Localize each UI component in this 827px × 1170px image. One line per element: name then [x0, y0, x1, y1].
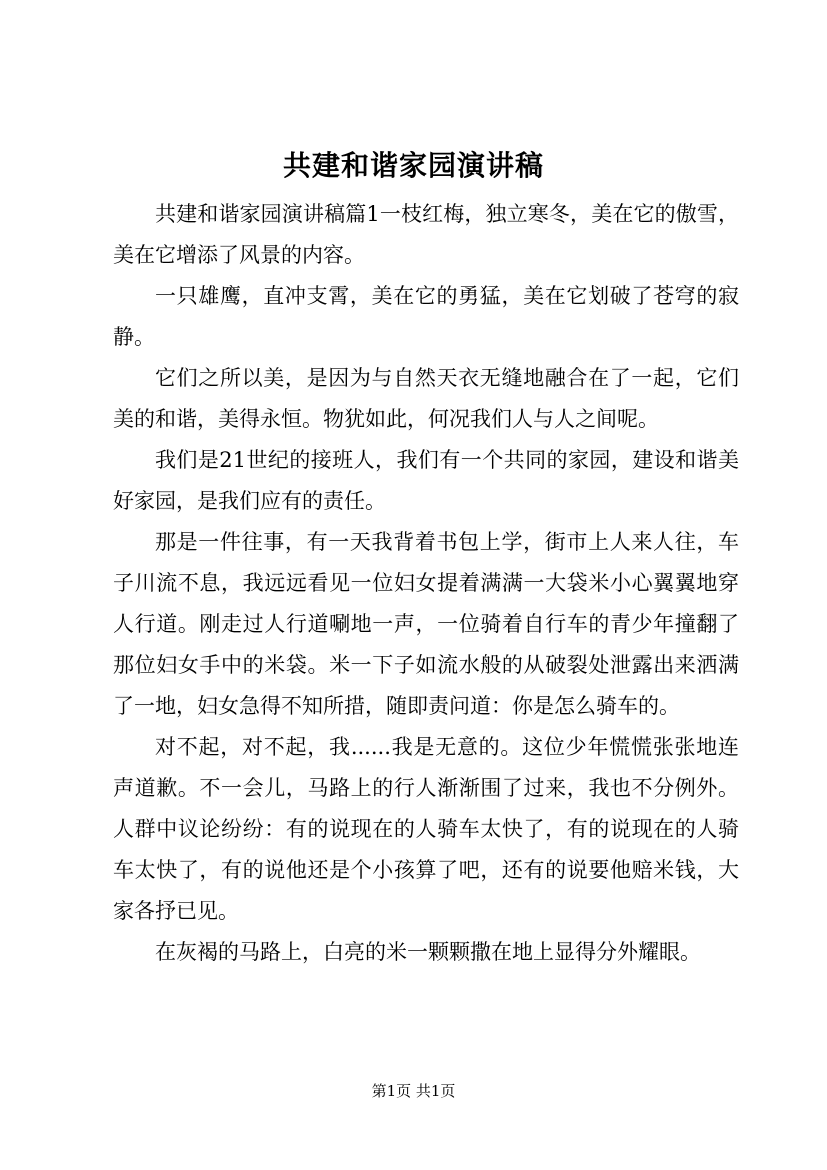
- paragraph: 那是一件往事，有一天我背着书包上学，街市上人来人往，车子川流不息，我远远看见一位妇女提着满满一大袋米小心翼翼地穿人行道。刚走过人行道唰地一声，一位骑着自行车的青少年撞翻了那位妇女手中的米袋。米一下子如流水般的从破裂处泄露出来洒满了一地，妇女急得不知所措，随即责问道：你是怎么骑车的。: [113, 530, 739, 718]
- paragraph: 共建和谐家园演讲稿篇1一枝红梅，独立寒冬，美在它的傲雪，美在它增添了风景的内容。: [113, 202, 739, 267]
- paragraph: 对不起，对不起，我......我是无意的。这位少年慌慌张张地连声道歉。不一会儿，马路上的行人渐渐围了过来，我也不分例外。人群中议论纷纷：有的说现在的人骑车太快了，有的说现在的人骑车太快了，有的说他还是个小孩算了吧，还有的说要他赔米钱，大家各抒已见。: [113, 735, 739, 923]
- paragraph: 我们是21世纪的接班人，我们有一个共同的家园，建设和谐美好家园，是我们应有的责任。: [113, 448, 739, 513]
- page-footer: 第1页 共1页: [371, 1082, 456, 1100]
- paragraph: 它们之所以美，是因为与自然天衣无缝地融合在了一起，它们美的和谐，美得永恒。物犹如此，何况我们人与人之间呢。: [113, 366, 739, 431]
- document-body: [113, 194, 739, 973]
- paragraph: 在灰褐的马路上，白亮的米一颗颗撒在地上显得分外耀眼。: [155, 940, 701, 964]
- document-title: 共建和谐家园演讲稿: [282, 149, 544, 182]
- paragraph: 一只雄鹰，直冲支霄，美在它的勇猛，美在它划破了苍穹的寂静。: [113, 284, 739, 349]
